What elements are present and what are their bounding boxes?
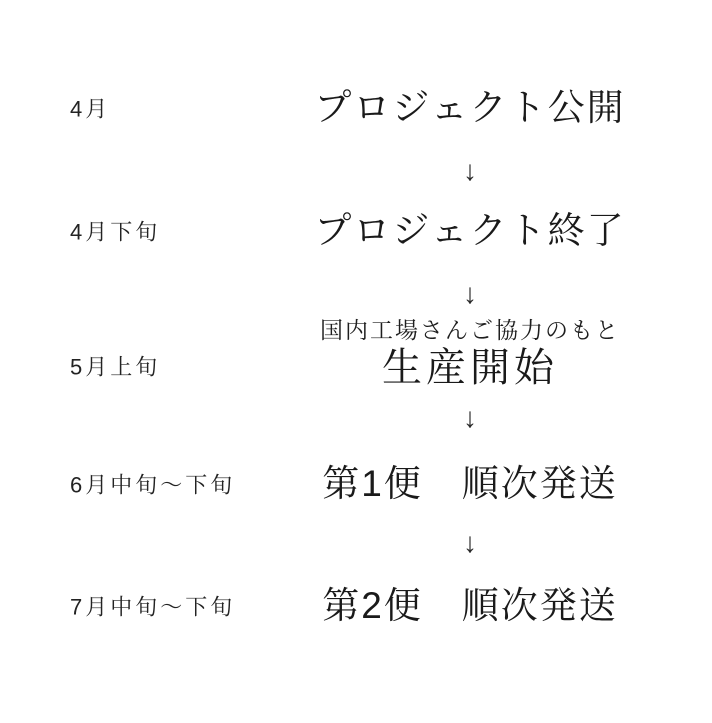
- step-period-label: 7月中旬〜下旬: [70, 594, 236, 620]
- down-arrow-icon: ↓: [463, 527, 477, 558]
- step-period-label: 4月下旬: [70, 219, 161, 245]
- timeline-step-1: [0, 85, 712, 131]
- step-period-label: 5月上旬: [70, 354, 161, 380]
- step-title: 第1便 順次発送: [322, 463, 618, 504]
- step-period-label: 6月中旬〜下旬: [70, 472, 236, 498]
- down-arrow-icon: ↓: [463, 155, 477, 186]
- down-arrow-icon: ↓: [463, 278, 477, 309]
- timeline-step-4: [0, 461, 712, 507]
- step-title: プロジェクト終了: [314, 210, 626, 251]
- step-title: 生産開始: [382, 346, 558, 390]
- step-title: プロジェクト公開: [314, 87, 626, 128]
- step-period-label: 4月: [70, 96, 111, 122]
- timeline-step-3: [0, 315, 712, 391]
- step-title: 第2便 順次発送: [322, 585, 618, 626]
- timeline-step-2: [0, 208, 712, 254]
- down-arrow-icon: ↓: [463, 402, 477, 433]
- timeline-step-5: [0, 583, 712, 629]
- step-note: 国内工場さんご協力のもと: [320, 317, 620, 343]
